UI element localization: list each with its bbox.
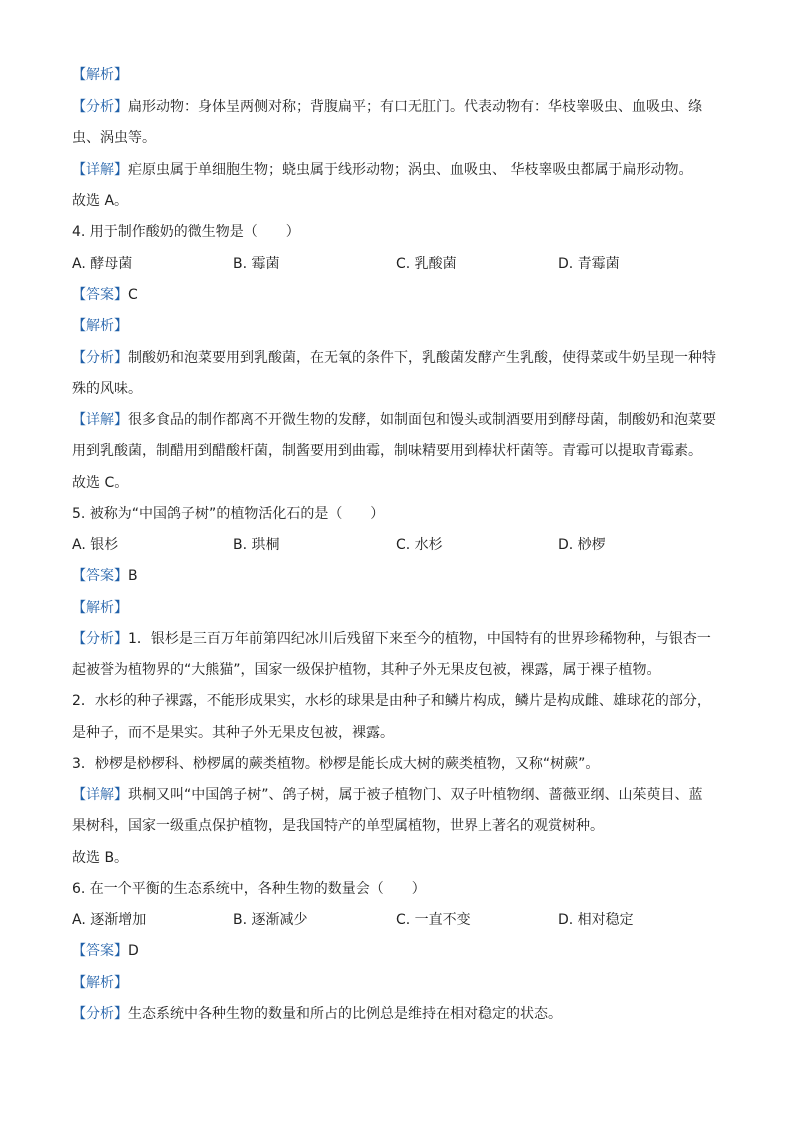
analysis-text: 制酸奶和泡菜要用到乳酸菌，在无氧的条件下，乳酸菌发酵产生乳酸，使得菜或牛奶呈现一种特 bbox=[128, 350, 716, 366]
analysis-text: 2．水杉的种子裸露，不能形成果实，水杉的球果是由种子和鳞片构成，鳞片是构成雌、雄球花的部分， bbox=[72, 693, 711, 709]
jiexi-label: 【解析】 bbox=[72, 67, 128, 83]
answer-label: 【答案】 bbox=[72, 287, 128, 303]
option-d: D. 桫椤 bbox=[558, 537, 606, 553]
answer-label: 【答案】 bbox=[72, 943, 128, 959]
answer-value: D bbox=[128, 943, 139, 959]
analysis-text: 殊的风味。 bbox=[72, 381, 142, 397]
option-c: C. 乳酸菌 bbox=[396, 256, 457, 272]
analysis-text: 1．银杉是三百万年前第四纪冰川后残留下来至今的植物，中国特有的世界珍稀物种，与银杏一 bbox=[128, 631, 711, 647]
option-a: A. 银杉 bbox=[72, 537, 119, 553]
detail-text: 用到乳酸菌，制醋用到醋酸杆菌，制酱要用到曲霉，制味精要用到棒状杆菌等。青霉可以提取青霉素。 bbox=[72, 443, 702, 459]
option-d: D. 青霉菌 bbox=[558, 256, 620, 272]
jiexi-label: 【解析】 bbox=[72, 600, 128, 616]
detail-label: 【详解】 bbox=[72, 162, 128, 178]
analysis-text: 是种子，而不是果实。其种子外无果皮包被，裸露。 bbox=[72, 725, 394, 741]
choice-conclusion: 故选 B。 bbox=[72, 850, 129, 866]
analysis-text: 生态系统中各种生物的数量和所占的比例总是维持在相对稳定的状态。 bbox=[128, 1006, 562, 1022]
analysis-text: 扁形动物：身体呈两侧对称；背腹扁平；有口无肛门。代表动物有：华枝睾吸虫、血吸虫、绦 bbox=[128, 99, 702, 115]
answer-line bbox=[72, 941, 732, 961]
answer-line bbox=[72, 285, 732, 305]
analysis-paragraph bbox=[72, 629, 732, 649]
question-4-stem: 4. 用于制作酸奶的微生物是（ ） bbox=[72, 224, 300, 240]
jiexi-label: 【解析】 bbox=[72, 975, 128, 991]
detail-label: 【详解】 bbox=[72, 412, 128, 428]
option-c: C. 一直不变 bbox=[396, 912, 471, 928]
jiexi-label: 【解析】 bbox=[72, 318, 128, 334]
option-b: B. 逐渐减少 bbox=[233, 912, 308, 928]
analysis-text: 3．桫椤是桫椤科、桫椤属的蕨类植物。桫椤是能长成大树的蕨类植物，又称“树蕨”。 bbox=[72, 756, 600, 772]
detail-paragraph bbox=[72, 785, 732, 805]
analysis-paragraph bbox=[72, 97, 732, 117]
detail-text: 珙桐又叫“中国鸽子树”、鸽子树，属于被子植物门、双子叶植物纲、蔷薇亚纲、山茱萸目、蓝 bbox=[128, 787, 703, 803]
analysis-label: 【分析】 bbox=[72, 99, 128, 115]
choice-conclusion: 故选 A。 bbox=[72, 193, 129, 209]
option-b: B. 珙桐 bbox=[233, 537, 280, 553]
analysis-text: 起被誉为植物界的“大熊猫”，国家一级保护植物，其种子外无果皮包被，裸露，属于裸子植物。 bbox=[72, 662, 661, 678]
detail-text: 很多食品的制作都离不开微生物的发酵，如制面包和馒头或制酒要用到酵母菌，制酸奶和泡菜要 bbox=[128, 412, 716, 428]
answer-value: C bbox=[128, 287, 138, 303]
detail-text: 果树科，国家一级重点保护植物，是我国特产的单型属植物，世界上著名的观赏树种。 bbox=[72, 818, 604, 834]
analysis-label: 【分析】 bbox=[72, 1006, 128, 1022]
analysis-text: 虫、涡虫等。 bbox=[72, 130, 156, 146]
option-b: B. 霉菌 bbox=[233, 256, 280, 272]
option-c: C. 水杉 bbox=[396, 537, 443, 553]
analysis-label: 【分析】 bbox=[72, 631, 128, 647]
detail-text: 疟原虫属于单细胞生物；蛲虫属于线形动物；涡虫、血吸虫、 华枝睾吸虫都属于扁形动物。 bbox=[128, 162, 693, 178]
analysis-paragraph bbox=[72, 348, 732, 368]
question-6-stem: 6. 在一个平衡的生态系统中，各种生物的数量会（ ） bbox=[72, 881, 426, 897]
answer-label: 【答案】 bbox=[72, 568, 128, 584]
choice-conclusion: 故选 C。 bbox=[72, 475, 129, 491]
detail-label: 【详解】 bbox=[72, 787, 128, 803]
detail-paragraph bbox=[72, 410, 732, 430]
option-a: A. 酵母菌 bbox=[72, 256, 133, 272]
answer-line bbox=[72, 566, 732, 586]
answer-value: B bbox=[128, 568, 138, 584]
analysis-paragraph bbox=[72, 1004, 732, 1024]
analysis-label: 【分析】 bbox=[72, 350, 128, 366]
question-5-stem: 5. 被称为“中国鸽子树”的植物活化石的是（ ） bbox=[72, 506, 385, 522]
detail-paragraph bbox=[72, 160, 732, 180]
option-d: D. 相对稳定 bbox=[558, 912, 634, 928]
option-a: A. 逐渐增加 bbox=[72, 912, 147, 928]
